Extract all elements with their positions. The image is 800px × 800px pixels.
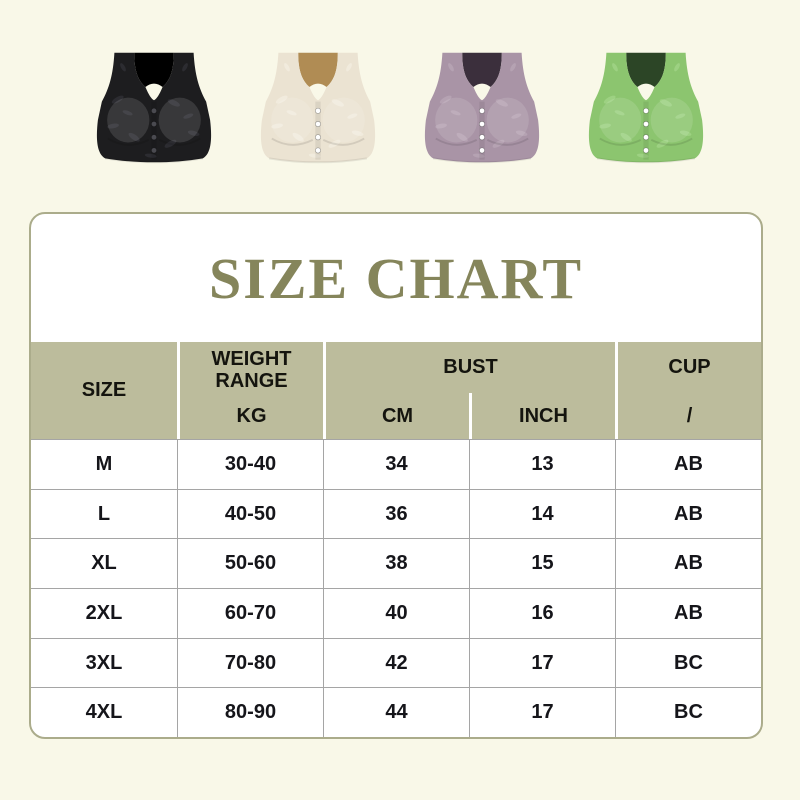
cell-weight-kg: 60-70	[177, 589, 323, 638]
cell-size: 2XL	[85, 601, 123, 624]
cell-bust-cm: 34	[323, 440, 469, 489]
cell-weight-kg: 50-60	[177, 539, 323, 588]
cell-weight-kg: 30-40	[177, 440, 323, 489]
cell-cup: BC	[615, 688, 761, 737]
table-row	[31, 439, 761, 489]
column-subheader-cm: CM	[323, 393, 469, 439]
cell-bust-cm: 40	[323, 589, 469, 638]
cell-weight-kg: 40-50	[177, 490, 323, 539]
cell-size: M	[95, 452, 113, 475]
table-row	[31, 687, 761, 737]
cell-bust-inch: 15	[469, 539, 615, 588]
cell-weight-kg: 80-90	[177, 688, 323, 737]
cell-bust-cm: 44	[323, 688, 469, 737]
cell-bust-inch: 13	[469, 440, 615, 489]
cell-cup: AB	[615, 589, 761, 638]
product-color-row	[0, 50, 800, 169]
table-row	[31, 638, 761, 688]
column-subheader-kg: KG	[177, 393, 323, 439]
cell-size: XL	[91, 552, 117, 575]
cell-weight-kg: 70-80	[177, 639, 323, 688]
size-chart-card	[29, 212, 763, 739]
cell-size: 4XL	[85, 701, 123, 724]
column-header-size: SIZE	[81, 379, 127, 401]
cell-bust-inch: 16	[469, 589, 615, 638]
cell-cup: AB	[615, 490, 761, 539]
column-header-weight-range: WEIGHT RANGE	[177, 342, 323, 393]
table-row	[31, 489, 761, 539]
size-chart-title: SIZE CHART	[208, 245, 584, 311]
column-subheader-inch: INCH	[469, 393, 615, 439]
cell-bust-inch: 17	[469, 639, 615, 688]
cell-cup: AB	[615, 440, 761, 489]
column-header-bust: BUST	[323, 342, 615, 393]
size-table-header	[31, 342, 761, 439]
column-header-cup: CUP	[615, 342, 761, 393]
cell-cup: BC	[615, 639, 761, 688]
cell-bust-inch: 17	[469, 688, 615, 737]
size-table-body	[31, 439, 761, 737]
bra-image-green	[580, 50, 712, 169]
table-row	[31, 538, 761, 588]
cell-size: L	[97, 502, 111, 525]
bra-image-purple	[416, 50, 548, 169]
cell-size: 3XL	[85, 651, 123, 674]
table-row	[31, 588, 761, 638]
cell-bust-cm: 36	[323, 490, 469, 539]
column-subheader-cup-unit: /	[615, 393, 761, 439]
bra-image-black	[88, 50, 220, 169]
bra-image-cream	[252, 50, 384, 169]
cell-bust-cm: 38	[323, 539, 469, 588]
cell-cup: AB	[615, 539, 761, 588]
cell-bust-cm: 42	[323, 639, 469, 688]
cell-bust-inch: 14	[469, 490, 615, 539]
